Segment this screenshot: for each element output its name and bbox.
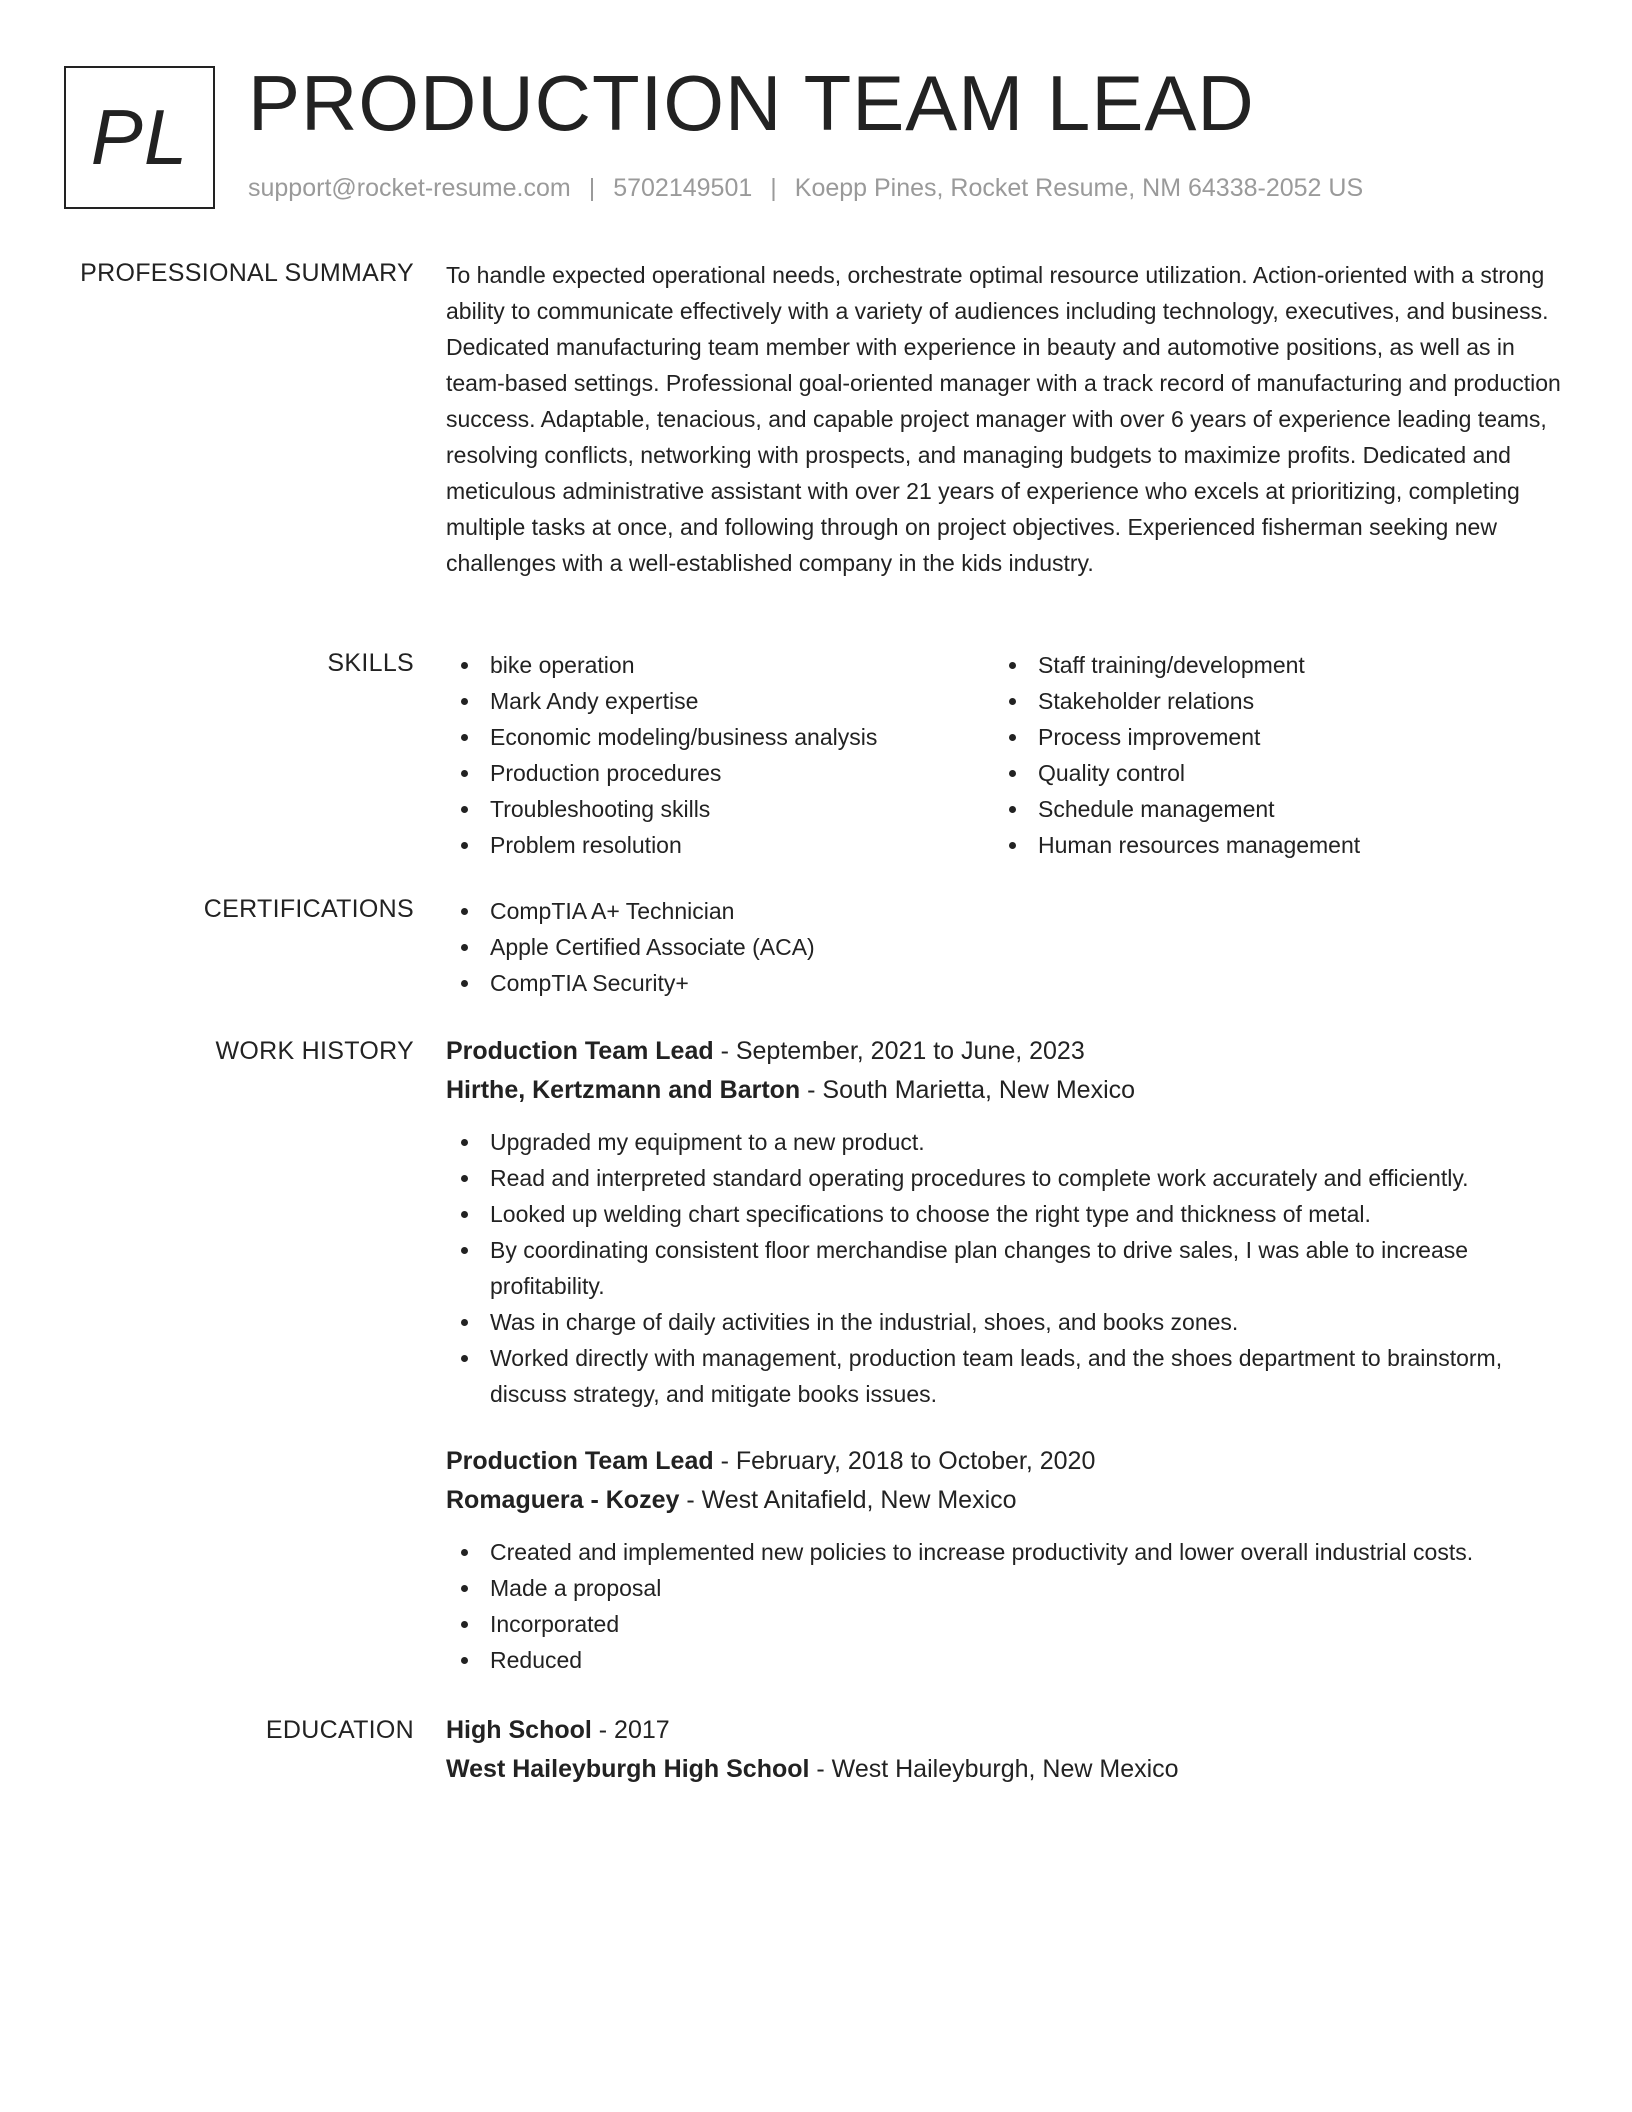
contact-address: Koepp Pines, Rocket Resume, NM 64338-2052 US — [794, 174, 1364, 202]
job-company: Hirthe, Kertzmann and Barton — [446, 1076, 801, 1104]
certification-item: CompTIA Security+ — [446, 965, 1566, 1001]
job-location: - South Marietta, New Mexico — [800, 1076, 1136, 1104]
skill-item: Mark Andy expertise — [446, 683, 994, 719]
skill-item: Troubleshooting skills — [446, 791, 994, 827]
skill-item: Process improvement — [994, 719, 1542, 755]
job-responsibilities — [446, 1534, 1566, 1678]
job-bullet: Upgraded my equipment to a new product. — [446, 1124, 1566, 1160]
skill-item: Staff training/development — [994, 647, 1542, 683]
summary-heading: PROFESSIONAL SUMMARY — [80, 259, 414, 287]
education-school-line — [446, 1750, 1566, 1789]
skills-section — [446, 647, 1566, 863]
skill-item: Human resources management — [994, 827, 1542, 863]
contact-phone[interactable]: 5702149501 — [613, 174, 753, 202]
education-entry — [446, 1711, 1566, 1789]
skill-item: Production procedures — [446, 755, 994, 791]
job-entry — [446, 1442, 1566, 1678]
job-title-line — [446, 1032, 1566, 1071]
education-degree: High School — [446, 1716, 592, 1744]
contact-separator: | — [770, 174, 777, 202]
education-degree-line — [446, 1711, 1566, 1750]
skill-item: Problem resolution — [446, 827, 994, 863]
job-company: Romaguera - Kozey — [446, 1486, 680, 1514]
certifications-list — [446, 893, 1566, 1001]
monogram-initials: PL — [90, 93, 189, 181]
skill-item: Schedule management — [994, 791, 1542, 827]
job-bullet: Looked up welding chart specifications to choose the right type and thickness of metal. — [446, 1196, 1566, 1232]
job-company-line — [446, 1481, 1566, 1520]
job-location: - West Anitafield, New Mexico — [679, 1486, 1017, 1514]
resume-title: PRODUCTION TEAM LEAD — [248, 59, 1255, 147]
job-bullet: Created and implemented new policies to increase productivity and lower overall industrial costs. — [446, 1534, 1566, 1570]
skill-item: bike operation — [446, 647, 994, 683]
job-bullet: Incorporated — [446, 1606, 1566, 1642]
job-dates: - February, 2018 to October, 2020 — [713, 1447, 1096, 1475]
skill-item: Economic modeling/business analysis — [446, 719, 994, 755]
education-heading: EDUCATION — [265, 1716, 414, 1744]
summary-text: To handle expected operational needs, orchestrate optimal resource utilization. Action-oriented with a strong ability to communicate effectively with a variety of audiences including technology, executives, and business. Dedicated manufacturing team member with experience in beauty and automotive positions, as well as in team-based settings. Professional goal-oriented manager with a track record of manufacturing and production success. Adaptable, tenacious, and capable project manager with over 6 years of experience leading teams, resolving conflicts, networking with prospects, and managing budgets to maximize profits. Dedicated and meticulous administrative assistant with over 21 years of experience who excels at prioritizing, completing multiple tasks at once, and following through on project objectives. Experienced fisherman seeking new challenges with a well-established company in the kids industry. — [446, 262, 1561, 576]
skills-list-right — [994, 647, 1542, 863]
job-bullet: Reduced — [446, 1642, 1566, 1678]
skill-item: Quality control — [994, 755, 1542, 791]
job-responsibilities — [446, 1124, 1566, 1412]
monogram-box — [64, 66, 215, 209]
job-title: Production Team Lead — [446, 1037, 714, 1065]
contact-line — [248, 174, 1363, 203]
education-school: West Haileyburgh High School — [446, 1755, 810, 1783]
skill-item: Stakeholder relations — [994, 683, 1542, 719]
job-company-line — [446, 1071, 1566, 1110]
job-entry — [446, 1032, 1566, 1412]
job-bullet: Read and interpreted standard operating procedures to complete work accurately and efficiently. — [446, 1160, 1566, 1196]
contact-email[interactable]: support@rocket-resume.com — [248, 174, 571, 202]
job-bullet: Was in charge of daily activities in the industrial, shoes, and books zones. — [446, 1304, 1566, 1340]
certifications-heading: CERTIFICATIONS — [203, 895, 414, 923]
job-title: Production Team Lead — [446, 1447, 714, 1475]
job-dates: - September, 2021 to June, 2023 — [713, 1037, 1085, 1065]
certification-item: CompTIA A+ Technician — [446, 893, 1566, 929]
certification-item: Apple Certified Associate (ACA) — [446, 929, 1566, 965]
job-bullet: By coordinating consistent floor merchandise plan changes to drive sales, I was able to increase profitability. — [446, 1232, 1566, 1304]
job-bullet: Worked directly with management, production team leads, and the shoes department to brainstorm, discuss strategy, and mitigate books issues. — [446, 1340, 1566, 1412]
job-title-line — [446, 1442, 1566, 1481]
certifications-section — [446, 893, 1566, 1001]
work-history-heading: WORK HISTORY — [215, 1037, 414, 1065]
education-location: - West Haileyburgh, New Mexico — [809, 1755, 1179, 1783]
skills-grid — [446, 647, 1566, 863]
contact-separator: | — [588, 174, 596, 202]
job-bullet: Made a proposal — [446, 1570, 1566, 1606]
skills-heading: SKILLS — [327, 649, 414, 677]
skills-list-left — [446, 647, 994, 863]
education-year: - 2017 — [591, 1716, 670, 1744]
